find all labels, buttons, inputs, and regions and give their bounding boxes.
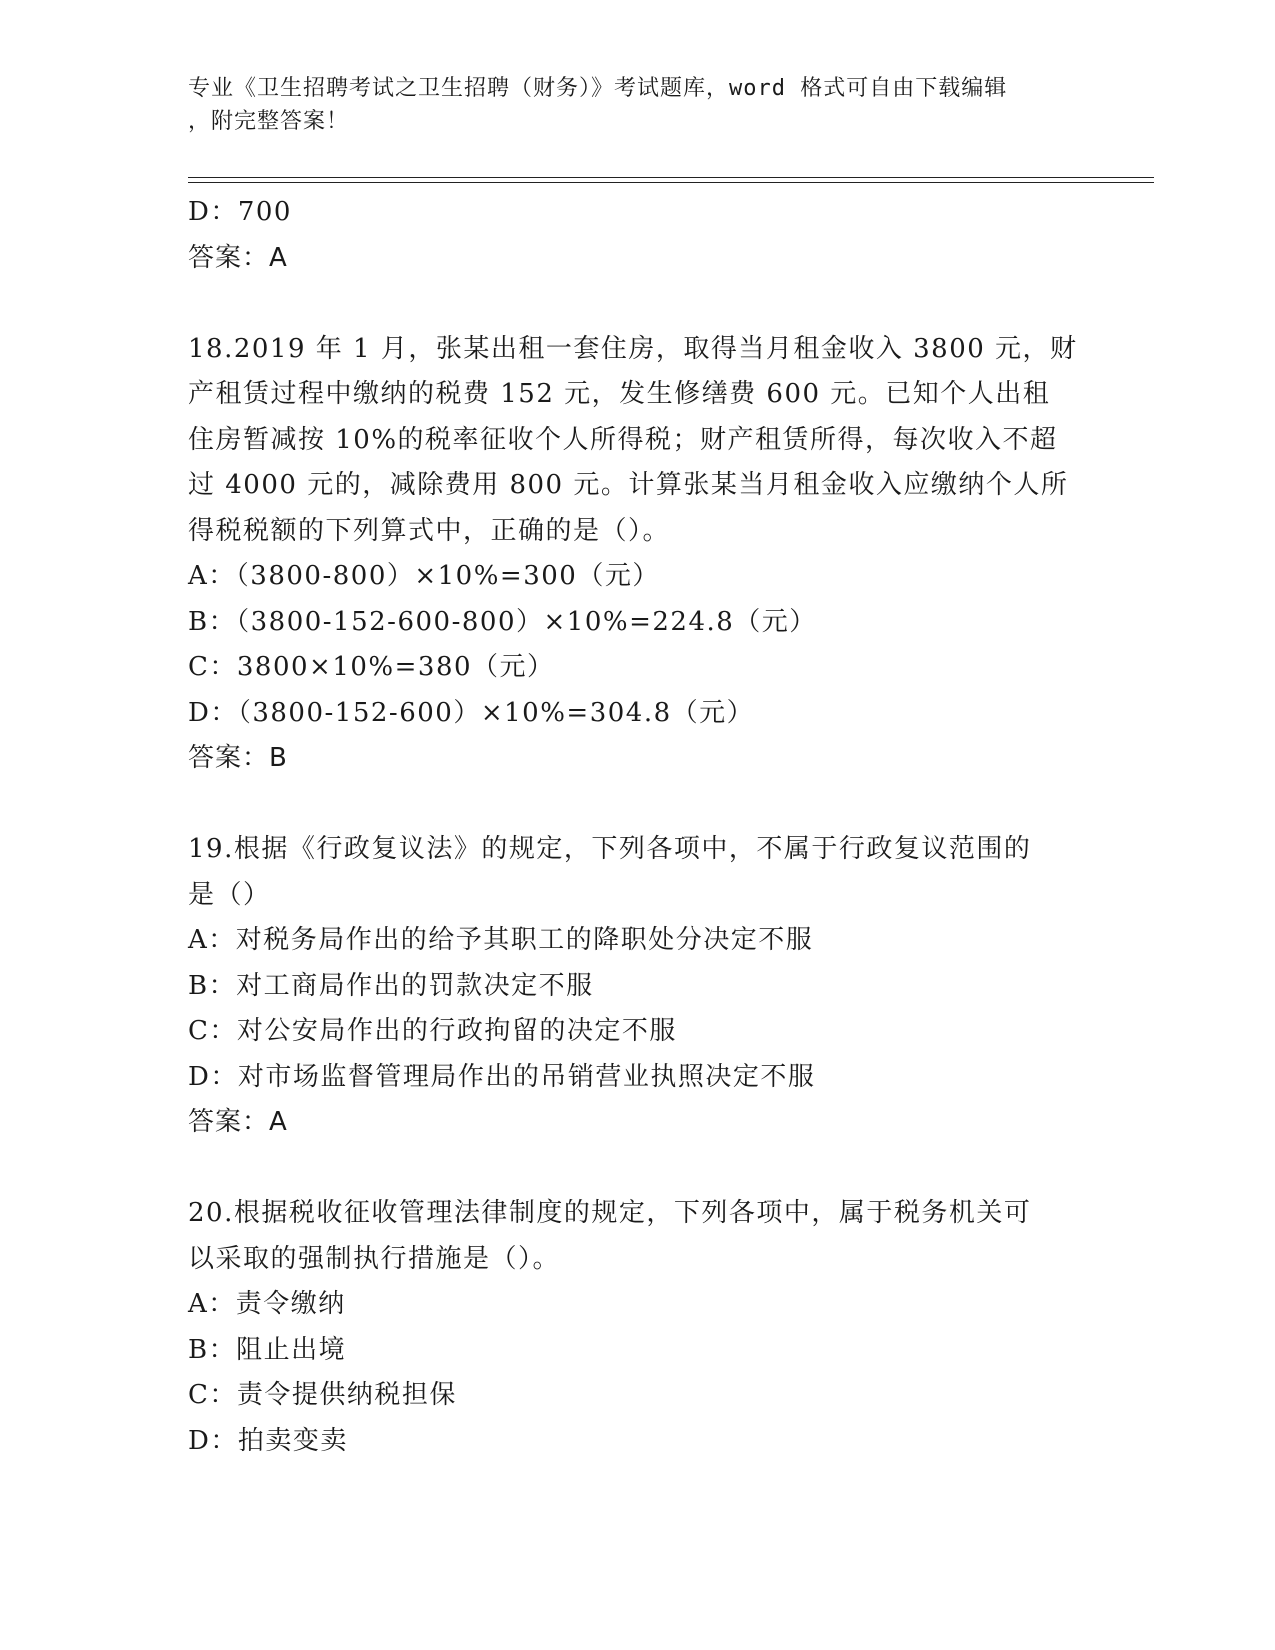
- q20-option-a: A：责令缴纳: [188, 1289, 346, 1319]
- q18-stem-line: 18.2019 年 1 月，张某出租一套住房，取得当月租金收入 3800 元，财: [188, 333, 1078, 364]
- question-19: [188, 827, 1088, 1146]
- q19-option-b: B：对工商局作出的罚款决定不服: [188, 970, 594, 1001]
- q20-option-c: C：责令提供纳税担保: [188, 1380, 457, 1410]
- header-title-line-2: ，附完整答案！: [188, 109, 350, 134]
- q19-stem-line: 是（）: [188, 879, 271, 910]
- q18-stem-line: 产租赁过程中缴纳的税费 152 元，发生修缮费 600 元。已知个人出租: [188, 379, 1051, 409]
- q18-option-a: A：（3800-800）×10%=300（元）: [188, 561, 660, 591]
- q19-stem-line: 19.根据《行政复议法》的规定，下列各项中，不属于行政复议范围的: [188, 834, 1032, 864]
- q18-option-d: D：（3800-152-600）×10%=304.8（元）: [188, 697, 755, 728]
- prev-option-d: D：700: [188, 197, 292, 227]
- question-20: [188, 1191, 1088, 1464]
- prev-answer: 答案：A: [188, 242, 288, 273]
- question-18: [188, 327, 1088, 782]
- q20-stem-line: 以采取的强制执行措施是（）。: [188, 1243, 561, 1274]
- page-header: [188, 72, 1068, 138]
- header-divider-top: [188, 177, 1154, 178]
- q19-option-a: A：对税务局作出的给予其职工的降职处分决定不服: [188, 925, 814, 955]
- q19-option-d: D：对市场监督管理局作出的吊销营业执照决定不服: [188, 1061, 816, 1092]
- q20-stem-line: 20.根据税收征收管理法律制度的规定，下列各项中，属于税务机关可: [188, 1198, 1032, 1228]
- q18-option-c: C：3800×10%=380（元）: [188, 652, 555, 682]
- q18-option-b: B：（3800-152-600-800）×10%=224.8（元）: [188, 606, 817, 637]
- q20-option-b: B：阻止出境: [188, 1334, 347, 1365]
- q18-answer: 答案：B: [188, 743, 288, 773]
- spacer: [188, 1146, 1088, 1192]
- q19-option-c: C：对公安局作出的行政拘留的决定不服: [188, 1016, 677, 1046]
- q18-stem-line: 得税税额的下列算式中，正确的是（）。: [188, 515, 671, 546]
- q18-stem-line: 过 4000 元的，减除费用 800 元。计算张某当月租金收入应缴纳个人所: [188, 470, 1069, 500]
- header-title-line-1: 专业《卫生招聘考试之卫生招聘（财务）》考试题库，word 格式可自由下载编辑: [188, 76, 1008, 101]
- spacer: [188, 281, 1088, 327]
- spacer: [188, 782, 1088, 828]
- question-body: [188, 190, 1088, 1464]
- header-divider-bottom: [188, 182, 1154, 183]
- q18-stem-line: 住房暂减按 10%的税率征收个人所得税；财产租赁所得，每次收入不超: [188, 424, 1058, 455]
- q20-option-d: D：拍卖变卖: [188, 1425, 348, 1456]
- q19-answer: 答案：A: [188, 1107, 288, 1137]
